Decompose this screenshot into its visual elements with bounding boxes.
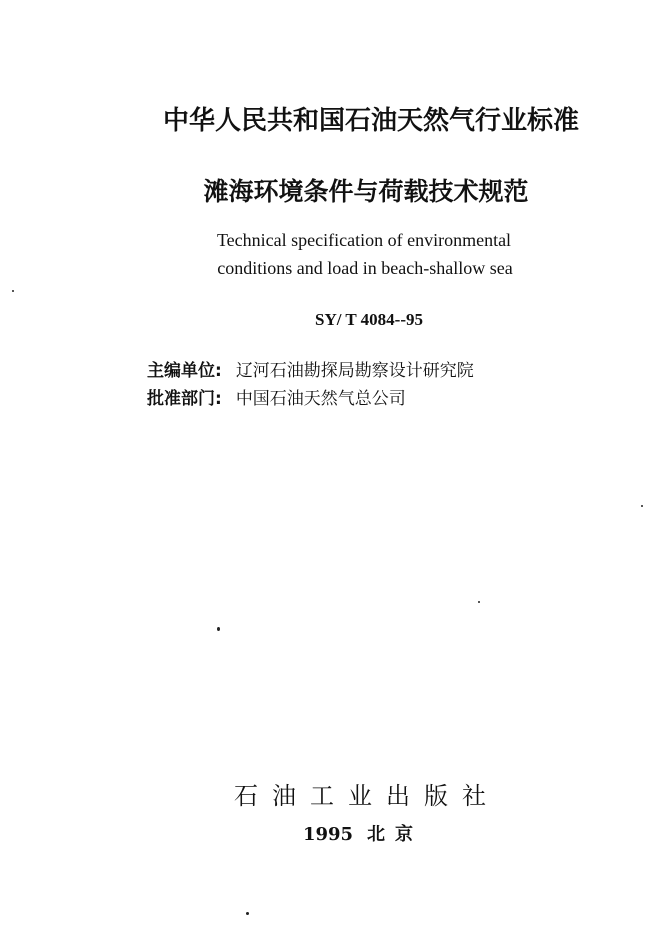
standard-number: SY/ T 4084--95 bbox=[314, 310, 423, 329]
scan-speck bbox=[641, 505, 643, 507]
chinese-title: 滩海环境条件与荷载技术规范 bbox=[203, 177, 529, 206]
scan-speck bbox=[217, 627, 220, 631]
english-title-line-2: conditions and load in beach-shallow sea bbox=[217, 258, 513, 278]
publication-year: 1995 bbox=[302, 824, 354, 845]
approver-value: 中国石油天然气总公司 bbox=[235, 389, 406, 409]
publication-city: 北京 bbox=[367, 824, 424, 845]
scan-speck bbox=[246, 912, 249, 915]
editor-label: 主编单位: bbox=[147, 361, 222, 381]
editor-row bbox=[147, 356, 474, 381]
scan-speck bbox=[478, 601, 480, 603]
standard-category: 中华人民共和国石油天然气行业标准 bbox=[162, 106, 579, 136]
approver-row bbox=[147, 384, 406, 409]
editor-value: 辽河石油勘探局勘察设计研究院 bbox=[235, 361, 474, 381]
approver-label: 批准部门: bbox=[147, 389, 222, 409]
publisher-name: 石油工业出版社 bbox=[234, 782, 500, 810]
scan-speck bbox=[12, 290, 14, 292]
publication-info bbox=[32, 820, 662, 846]
english-title-line-1: Technical specification of environmental bbox=[216, 230, 512, 250]
